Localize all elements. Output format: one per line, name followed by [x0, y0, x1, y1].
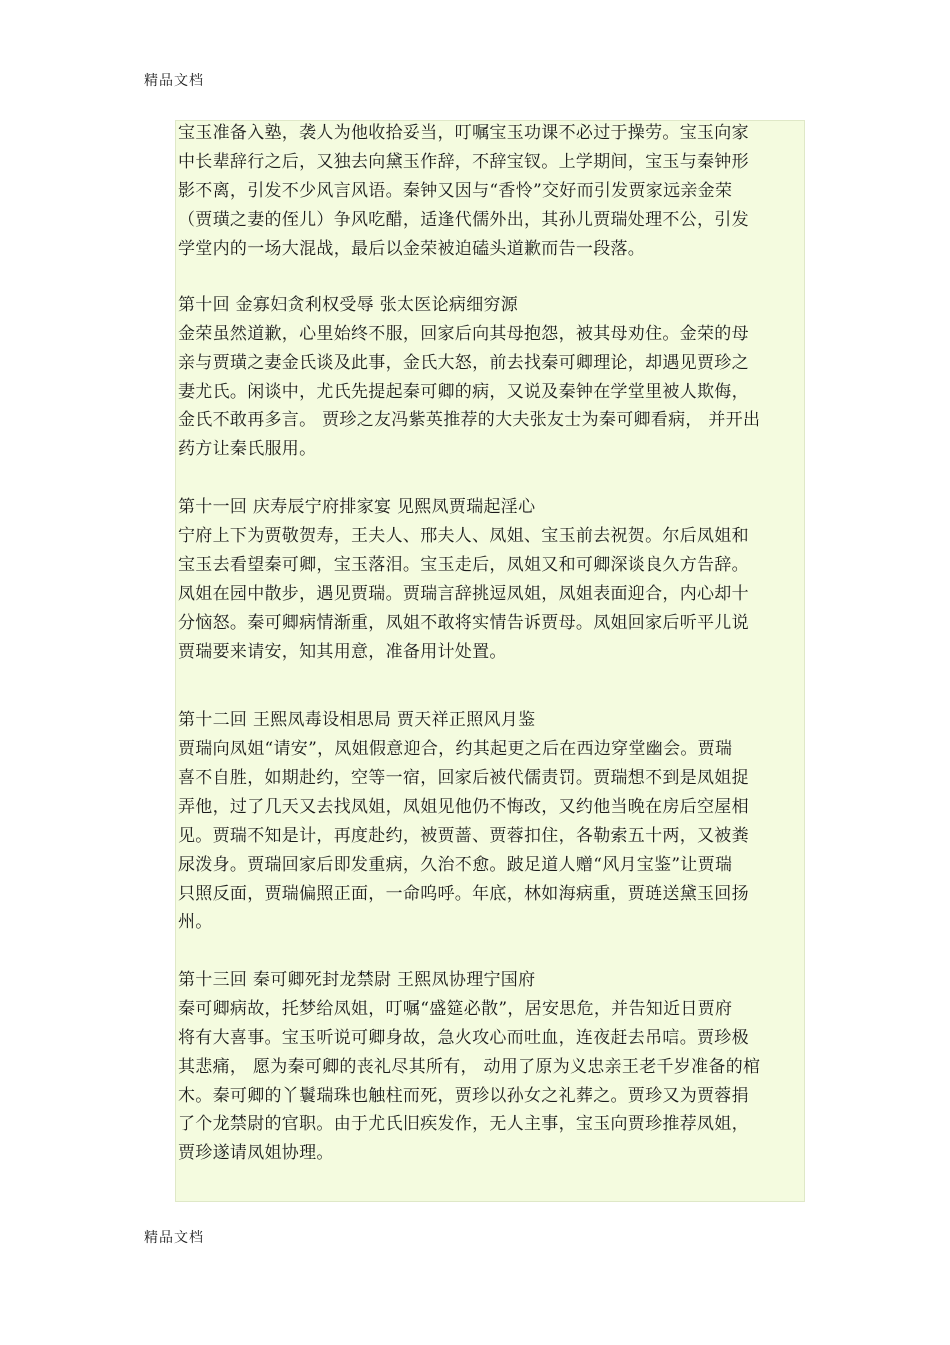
paragraph-line: 宝玉准备入塾，袭人为他收拾妥当，叮嘱宝玉功课不必过于操劳。宝玉向家	[178, 123, 749, 143]
paragraph-line: 金氏不敢再多言。 贾珍之友冯紫英推荐的大夫张友士为秦可卿看病， 并开出	[178, 410, 761, 430]
paragraph-line: 分恼怒。秦可卿病情渐重，凤姐不敢将实情告诉贾母。凤姐回家后听平儿说	[178, 613, 749, 633]
paragraph-line: 贾珍遂请凤姐协理。	[178, 1143, 334, 1163]
paragraph-line: 弄他，过了几天又去找凤姐，凤姐见他仍不悔改，又约他当晚在房后空屋相	[178, 797, 749, 817]
paragraph-line: 凤姐在园中散步，遇见贾瑞。贾瑞言辞挑逗凤姐，凤姐表面迎合，内心却十	[178, 584, 749, 604]
paragraph-line: 喜不自胜，如期赴约，空等一宿，回家后被代儒责罚。贾瑞想不到是凤姐捉	[178, 768, 749, 788]
paragraph-line: 了个龙禁尉的官职。由于尤氏旧疾发作，无人主事，宝玉向贾珍推荐凤姐，	[178, 1114, 749, 1134]
footer-watermark: 精品文档	[144, 1230, 204, 1246]
paragraph-line: 宝玉去看望秦可卿，宝玉落泪。宝玉走后，凤姐又和可卿深谈良久方告辞。	[178, 555, 749, 575]
paragraph-line: 药方让秦氏服用。	[178, 439, 317, 459]
paragraph-line: 贾瑞要来请安，知其用意，准备用计处置。	[178, 642, 507, 662]
paragraph-line: 尿泼身。贾瑞回家后即发重病，久治不愈。跛足道人赠“风月宝鉴”让贾瑞	[178, 855, 733, 875]
paragraph-line: 影不离，引发不少风言风语。秦钟又因与“香怜”交好而引发贾家远亲金荣	[178, 181, 733, 201]
paragraph-line: 中长辈辞行之后，又独去向黛玉作辞，不辞宝钗。上学期间，宝玉与秦钟形	[178, 152, 749, 172]
paragraph-line: 木。秦可卿的丫鬟瑞珠也触柱而死，贾珍以孙女之礼葬之。贾珍又为贾蓉捐	[178, 1086, 749, 1106]
paragraph-line: 金荣虽然道歉，心里始终不服，回家后向其母抱怨，被其母劝住。金荣的母	[178, 324, 749, 344]
header-watermark: 精品文档	[144, 73, 204, 89]
paragraph-line: 宁府上下为贾敬贺寿，王夫人、邢夫人、凤姐、宝玉前去祝贺。尔后凤姐和	[178, 526, 749, 546]
paragraph-line: 秦可卿病故，托梦给凤姐，叮嘱“盛筵必散”，居安思危，并告知近日贾府	[178, 999, 733, 1019]
chapter-heading: 第十二回 王熙凤毒设相思局 贾天祥正照风月鉴	[178, 710, 536, 730]
paragraph-line: 州。	[178, 912, 213, 932]
paragraph-line: 亲与贾璜之妻金氏谈及此事，金氏大怒，前去找秦可卿理论，却遇见贾珍之	[178, 353, 749, 373]
paragraph-line: 将有大喜事。宝玉听说可卿身故，急火攻心而吐血，连夜赶去吊唁。贾珍极	[178, 1028, 749, 1048]
paragraph-line: 学堂内的一场大混战，最后以金荣被迫磕头道歉而告一段落。	[178, 239, 646, 259]
paragraph-line: 妻尤氏。闲谈中，尤氏先提起秦可卿的病，又说及秦钟在学堂里被人欺侮，	[178, 382, 749, 402]
chapter-heading: 第十回 金寡妇贪利权受辱 张太医论病细穷源	[178, 295, 519, 315]
paragraph-line: 贾瑞向凤姐“请安”，凤姐假意迎合，约其起更之后在西边穿堂幽会。贾瑞	[178, 739, 733, 759]
paragraph-line: 见。贾瑞不知是计，再度赴约，被贾蔷、贾蓉扣住，各勒索五十两，又被粪	[178, 826, 749, 846]
chapter-heading: 第十一回 庆寿辰宁府排家宴 见熙凤贾瑞起淫心	[178, 497, 536, 517]
paragraph-line: 其悲痛， 愿为秦可卿的丧礼尽其所有， 动用了原为义忠亲王老千岁准备的棺	[178, 1057, 761, 1077]
paragraph-line: 只照反面，贾瑞偏照正面，一命呜呼。年底，林如海病重，贾琏送黛玉回扬	[178, 884, 749, 904]
paragraph-line: （贾璜之妻的侄儿）争风吃醋，适逢代儒外出，其孙儿贾瑞处理不公，引发	[178, 210, 749, 230]
chapter-heading: 第十三回 秦可卿死封龙禁尉 王熙凤协理宁国府	[178, 970, 536, 990]
